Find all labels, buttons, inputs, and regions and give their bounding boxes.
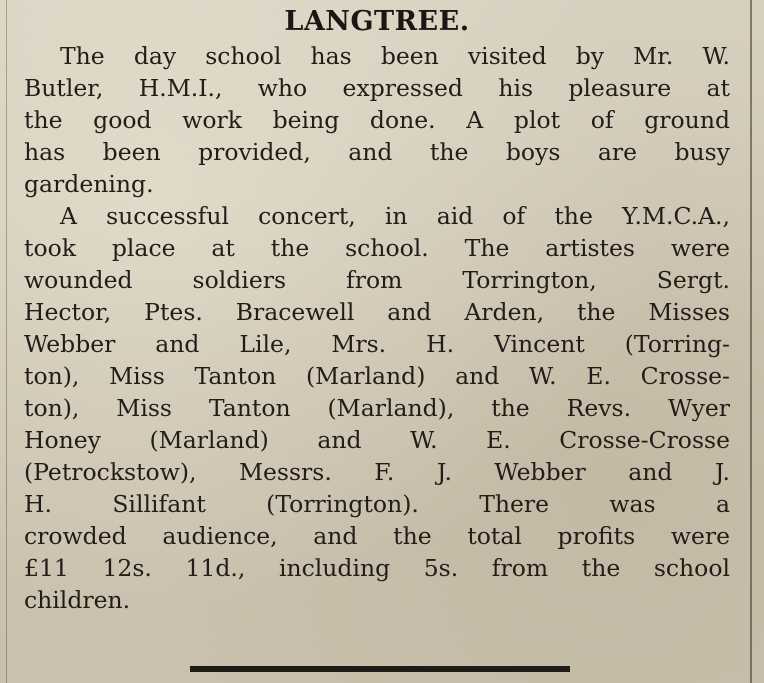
article-line-3: the good work being done. A plot of ground bbox=[24, 106, 730, 134]
article-line-12: ton), Miss Tanton (Marland), the Revs. Wyer bbox=[24, 394, 730, 422]
article-line-6: A successful concert, in aid of the Y.M.C.A., bbox=[60, 202, 730, 230]
article bbox=[24, 4, 730, 616]
article-line-15: H. Sillifant (Torrington). There was a bbox=[24, 490, 730, 518]
end-of-article-rule bbox=[190, 666, 570, 672]
article-line-14: (Petrockstow), Messrs. F. J. Webber and J. bbox=[24, 458, 730, 486]
article-line-9: Hector, Ptes. Bracewell and Arden, the Misses bbox=[24, 298, 730, 326]
article-headline: LANGTREE. bbox=[284, 6, 470, 37]
article-line-11: ton), Miss Tanton (Marland) and W. E. Crosse- bbox=[24, 362, 730, 390]
article-line-7: took place at the school. The artistes were bbox=[24, 234, 730, 262]
article-line-2: Butler, H.M.I., who expressed his pleasure at bbox=[24, 74, 730, 102]
column-rule-left bbox=[6, 0, 7, 683]
article-line-1: The day school has been visited by Mr. W. bbox=[60, 42, 730, 70]
column-rule-right bbox=[750, 0, 752, 683]
article-line-13: Honey (Marland) and W. E. Crosse-Crosse bbox=[24, 426, 730, 454]
article-line-17: £11 12s. 11d., including 5s. from the school bbox=[24, 554, 730, 582]
article-line-5: gardening. bbox=[24, 170, 154, 198]
article-line-16: crowded audience, and the total profits were bbox=[24, 522, 730, 550]
article-line-8: wounded soldiers from Torrington, Sergt. bbox=[24, 266, 730, 294]
article-line-10: Webber and Lile, Mrs. H. Vincent (Torring- bbox=[24, 330, 730, 358]
article-line-18: children. bbox=[24, 586, 131, 614]
article-line-4: has been provided, and the boys are busy bbox=[24, 138, 730, 166]
